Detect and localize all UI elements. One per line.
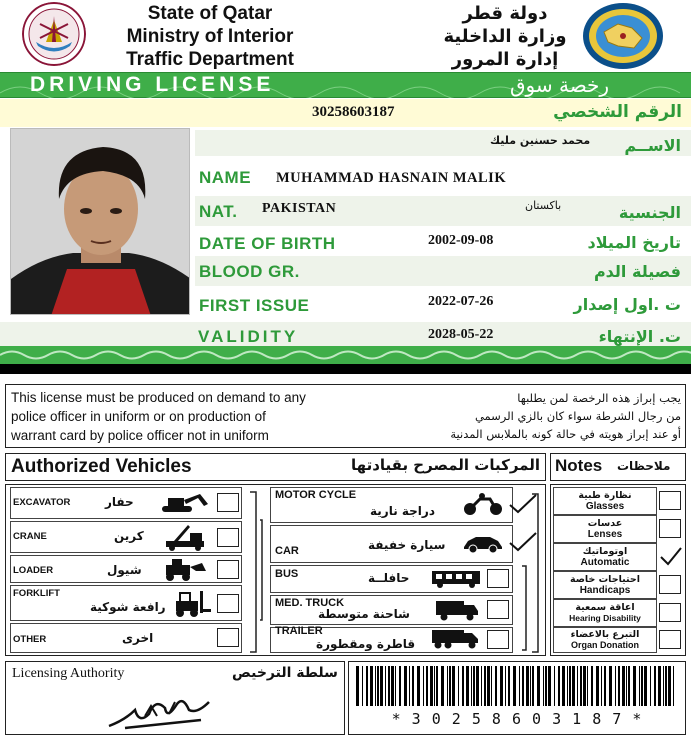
- validity-label-en: VALIDITY: [198, 327, 299, 346]
- note-automatic-en: Automatic: [580, 557, 630, 568]
- trailer-checkbox[interactable]: [487, 630, 509, 649]
- notice-en-line1: This license must be produced on demand to any: [11, 390, 306, 405]
- note-glasses-en: Glasses: [585, 501, 625, 512]
- authority-label-en: Licensing Authority: [12, 666, 125, 681]
- note-row-glasses: [553, 487, 657, 515]
- notice-en-line2: police officer in uniform or on production of: [11, 409, 266, 424]
- vehicle-forklift-ar: رافعة شوكية: [90, 600, 166, 614]
- crane-checkbox[interactable]: [217, 528, 239, 547]
- bus-checkbox[interactable]: [487, 569, 509, 588]
- note-hearing-ar: اعاقة سمعية: [575, 602, 635, 613]
- left-vehicle-column: [10, 487, 242, 653]
- notice-en-line3: warrant card by police officer not in uniform: [11, 428, 269, 443]
- card-separator: [0, 364, 691, 374]
- notes-title-ar: ملاحظات: [617, 459, 671, 473]
- header-ar-ministry: وزارة الداخلية: [443, 26, 567, 47]
- name-value-ar: محمد حسنين مليك: [490, 134, 591, 147]
- authority-label-ar: سلطة الترخيص: [232, 665, 338, 681]
- blood-label-en: BLOOD GR.: [199, 262, 300, 281]
- personal-number-value: 30258603187: [312, 104, 395, 120]
- note-handicaps-ar: احتياجات خاصة: [569, 574, 641, 585]
- glasses-checkbox[interactable]: [659, 491, 681, 510]
- holder-photo: [10, 128, 190, 315]
- organ-checkbox[interactable]: [659, 630, 681, 649]
- loader-checkbox[interactable]: [217, 560, 239, 579]
- note-organ-ar: التبرع بالاعضاء: [570, 629, 640, 640]
- notice-arabic: [360, 389, 681, 443]
- vehicle-trailer-en: TRAILER: [275, 625, 323, 637]
- nationality-value-ar: باكستان: [525, 199, 562, 212]
- note-row-hearing: [553, 599, 657, 627]
- other-checkbox[interactable]: [217, 628, 239, 647]
- vehicles-title-ar: المركبات المصرح بقيادتها: [351, 456, 540, 474]
- car-icon: [462, 533, 504, 553]
- forklift-checkbox[interactable]: [217, 594, 239, 613]
- vehicle-loader-en: LOADER: [13, 565, 54, 576]
- blood-label-ar: فصيلة الدم: [593, 262, 681, 281]
- personal-number-label-ar: الرقم الشخصي: [553, 102, 682, 122]
- note-lenses-ar: عدسات: [587, 518, 623, 529]
- note-row-automatic: [553, 543, 657, 571]
- middle-vehicle-column: [270, 487, 515, 653]
- first-issue-label-ar: ت .اول إصدار: [573, 295, 681, 314]
- note-handicaps-en: Handicaps: [579, 585, 631, 596]
- barcode-text: * 3 0 2 5 8 6 0 3 1 8 7 *: [391, 710, 643, 728]
- note-automatic-ar: اوتوماتيك: [582, 546, 628, 557]
- excavator-checkbox[interactable]: [217, 493, 239, 512]
- notice-ar-line1: يجب إبراز هذه الرخصة لمن يطلبها: [517, 391, 681, 405]
- nationality-label-ar: الجنسية: [618, 203, 681, 222]
- first-issue-value: 2022-07-26: [428, 294, 494, 309]
- vehicle-loader-ar: شيول: [107, 563, 142, 577]
- vehicle-car-ar: سيارة خفيفة: [368, 538, 446, 552]
- vehicle-motorcycle-en: MOTOR CYCLE: [275, 489, 357, 501]
- motorcycle-icon: [462, 491, 504, 517]
- header-ar-department: إدارة المرور: [451, 49, 559, 70]
- gcc-emblem-icon: [582, 2, 664, 70]
- validity-label-ar: ت. الإنتهاء: [598, 327, 681, 346]
- header-en-ministry: Ministry of Interior: [126, 26, 294, 47]
- nationality-value-en: PAKISTAN: [262, 201, 337, 216]
- notes-title-en: Notes: [555, 456, 603, 475]
- bottom-wave-pattern: [0, 346, 691, 364]
- name-value-en: MUHAMMAD HASNAIN MALIK: [276, 170, 507, 186]
- name-label-en: NAME: [199, 168, 252, 187]
- note-lenses-en: Lenses: [587, 529, 623, 540]
- dob-value: 2002-09-08: [428, 233, 494, 248]
- crane-icon: [162, 523, 210, 551]
- header-en-state: State of Qatar: [147, 3, 273, 24]
- vehicle-med-truck-en: MED. TRUCK: [275, 597, 345, 609]
- header-english: [95, 2, 325, 71]
- notice-ar-line3: أو عند إبراز هويته في حالة كونه بالملابس المدنية: [450, 427, 681, 441]
- first-issue-label-en: FIRST ISSUE: [199, 296, 310, 315]
- signature-icon: [105, 690, 215, 734]
- loader-icon: [158, 557, 210, 581]
- vehicle-car-en: CAR: [275, 545, 299, 557]
- note-hearing-en: Hearing Disability: [569, 613, 641, 623]
- lenses-checkbox[interactable]: [659, 519, 681, 538]
- header-arabic: [430, 2, 580, 71]
- vehicle-other-en: OTHER: [13, 634, 47, 645]
- vehicles-title-en: Authorized Vehicles: [11, 456, 192, 477]
- left-bracket-divider: [244, 490, 268, 654]
- vehicle-other-ar: اخرى: [122, 631, 154, 645]
- note-row-lenses: [553, 515, 657, 543]
- note-row-organ: [553, 627, 657, 653]
- hearing-checkbox[interactable]: [659, 603, 681, 622]
- med-truck-checkbox[interactable]: [487, 600, 509, 619]
- truck-icon: [434, 599, 480, 621]
- vehicle-bus-en: BUS: [275, 568, 299, 580]
- license-title-ar: رخصة سوق: [510, 73, 610, 97]
- note-glasses-ar: نظارة طبية: [578, 490, 632, 501]
- handicaps-checkbox[interactable]: [659, 575, 681, 594]
- barcode-image: [356, 666, 678, 706]
- vehicle-med-truck-ar: شاحنة متوسطة: [318, 607, 410, 621]
- notes-list: [553, 487, 683, 653]
- vehicle-crane-ar: كرين: [114, 529, 144, 543]
- header-ar-state: دولة قطر: [462, 3, 548, 24]
- forklift-icon: [166, 589, 212, 617]
- license-title-en: DRIVING LICENSE: [30, 73, 275, 96]
- automatic-checkmark-icon: [659, 545, 683, 567]
- excavator-icon: [158, 492, 212, 514]
- qatar-emblem-icon: [22, 2, 86, 66]
- note-organ-en: Organ Donation: [571, 640, 639, 650]
- note-row-handicaps: [553, 571, 657, 599]
- right-bracket-divider: [516, 490, 544, 654]
- vehicle-motorcycle-ar: دراجة نارية: [370, 504, 435, 518]
- vehicle-excavator-ar: حفار: [105, 495, 134, 509]
- notice-ar-line2: من رجال الشرطة سواء كان بالزي الرسمي: [474, 409, 681, 423]
- nationality-label-en: NAT.: [199, 202, 238, 221]
- dob-label-en: DATE OF BIRTH: [199, 234, 336, 253]
- notice-english: [11, 388, 306, 445]
- vehicle-forklift-en: FORKLIFT: [13, 588, 60, 599]
- trailer-icon: [430, 628, 480, 650]
- vehicle-bus-ar: حافلــة: [368, 571, 410, 585]
- bus-icon: [430, 569, 482, 589]
- header-en-department: Traffic Department: [126, 49, 294, 70]
- vehicle-excavator-en: EXCAVATOR: [13, 497, 71, 508]
- dob-label-ar: تاريخ الميلاد: [587, 233, 681, 252]
- name-label-ar: الاســم: [624, 136, 681, 155]
- vehicle-crane-en: CRANE: [13, 531, 47, 542]
- vehicle-trailer-ar: قاطرة ومقطورة: [316, 637, 416, 651]
- validity-value: 2028-05-22: [428, 327, 494, 342]
